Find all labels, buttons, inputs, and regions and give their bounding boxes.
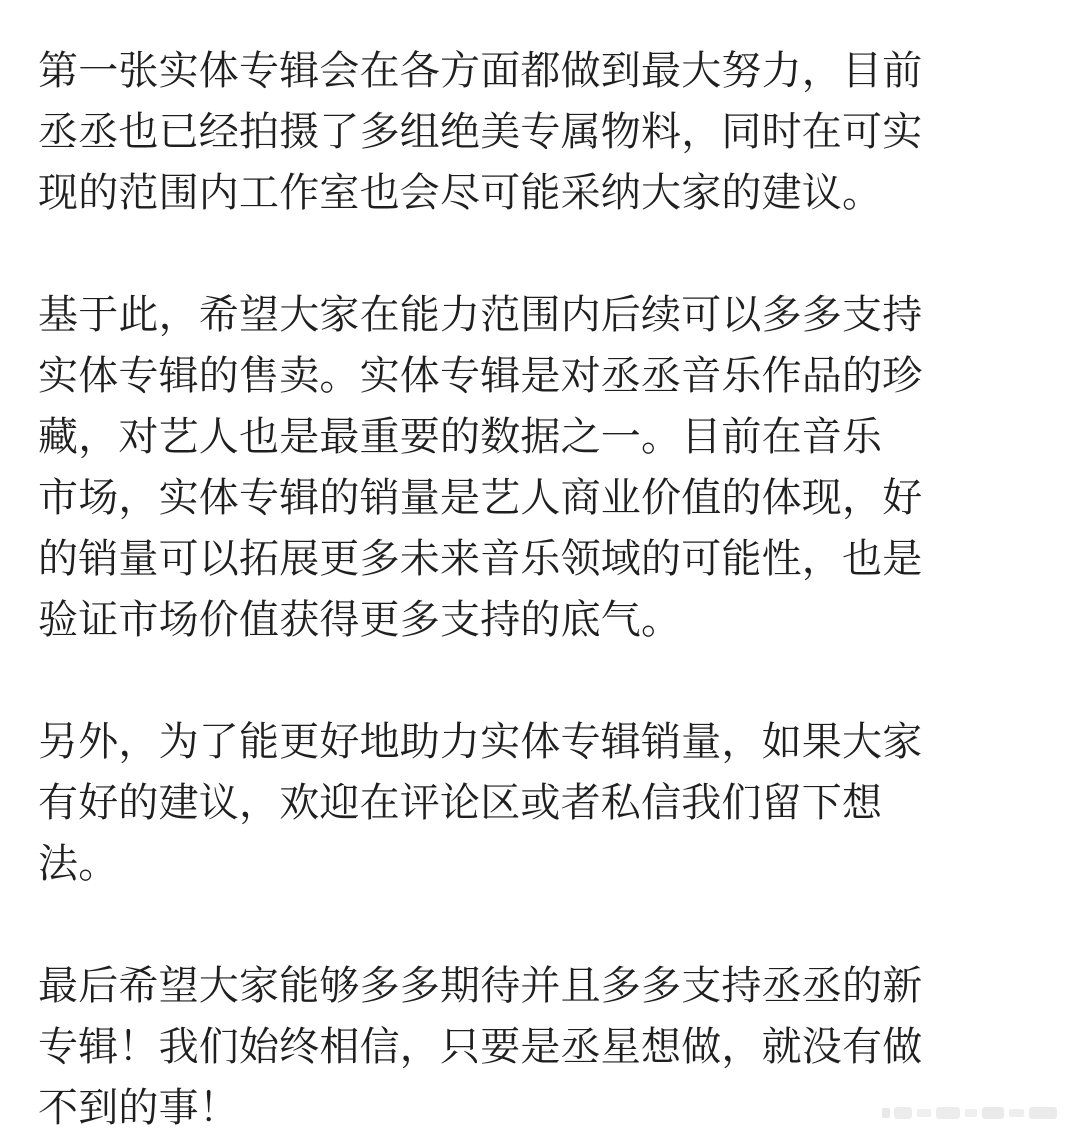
paragraph-line: 最后希望大家能够多多期待并且多多支持丞丞的新 xyxy=(38,963,923,1009)
paragraph-line: 法。 xyxy=(38,841,119,887)
watermark-icon xyxy=(882,1105,1062,1121)
paragraph-line: 现的范围内工作室也会尽可能采纳大家的建议。 xyxy=(38,170,883,216)
paragraph-spacer xyxy=(38,651,1038,712)
paragraph-line: 验证市场价值获得更多支持的底气。 xyxy=(38,597,682,643)
paragraph-line: 基于此，希望大家在能力范围内后续可以多多支持 xyxy=(38,292,923,338)
post-body xyxy=(38,41,1038,1139)
paragraph-line: 不到的事！ xyxy=(38,1085,239,1131)
paragraph-line: 丞丞也已经拍摄了多组绝美专属物料，同时在可实 xyxy=(38,109,923,155)
paragraph-1 xyxy=(38,41,1038,224)
paragraph-line: 市场，实体专辑的销量是艺人商业价值的体现，好 xyxy=(38,475,923,521)
paragraph-line: 第一张实体专辑会在各方面都做到最大努力，目前 xyxy=(38,48,923,94)
paragraph-line: 专辑！我们始终相信，只要是丞星想做，就没有做 xyxy=(38,1024,923,1070)
paragraph-3 xyxy=(38,712,1038,895)
paragraph-line: 另外，为了能更好地助力实体专辑销量，如果大家 xyxy=(38,719,923,765)
paragraph-spacer xyxy=(38,224,1038,285)
paragraph-line: 实体专辑的售卖。实体专辑是对丞丞音乐作品的珍 xyxy=(38,353,923,399)
paragraph-2 xyxy=(38,285,1038,651)
paragraph-line: 的销量可以拓展更多未来音乐领域的可能性，也是 xyxy=(38,536,923,582)
paragraph-line: 有好的建议，欢迎在评论区或者私信我们留下想 xyxy=(38,780,883,826)
paragraph-spacer xyxy=(38,895,1038,956)
paragraph-line: 藏，对艺人也是最重要的数据之一。目前在音乐 xyxy=(38,414,883,460)
